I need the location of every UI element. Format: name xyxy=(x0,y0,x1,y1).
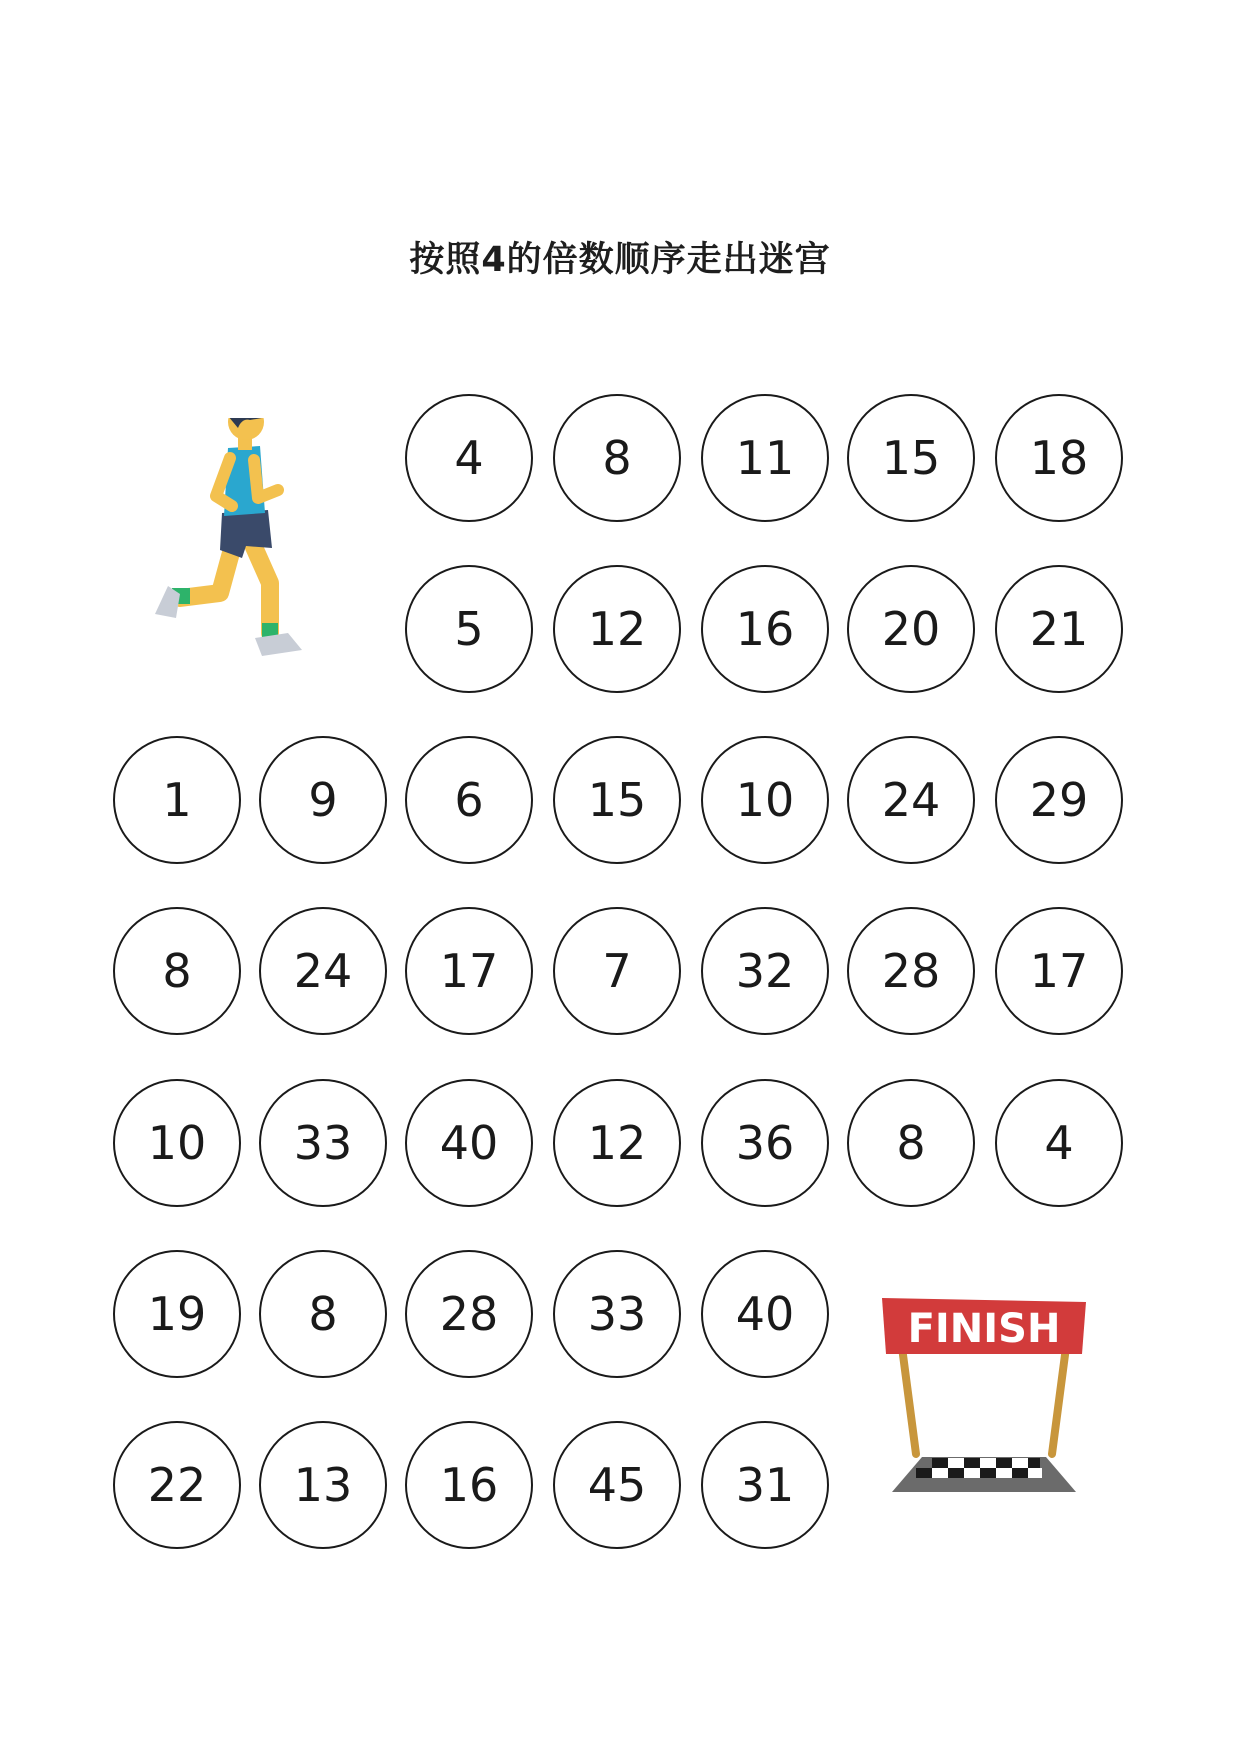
maze-cell[interactable]: 29 xyxy=(995,736,1123,864)
maze-cell[interactable]: 8 xyxy=(847,1079,975,1207)
maze-cell[interactable]: 10 xyxy=(701,736,829,864)
maze-cell[interactable]: 16 xyxy=(701,565,829,693)
maze-cell[interactable]: 15 xyxy=(847,394,975,522)
maze-cell[interactable]: 33 xyxy=(259,1079,387,1207)
maze-cell[interactable]: 22 xyxy=(113,1421,241,1549)
maze-cell[interactable]: 16 xyxy=(405,1421,533,1549)
maze-cell[interactable]: 36 xyxy=(701,1079,829,1207)
maze-cell[interactable]: 4 xyxy=(995,1079,1123,1207)
maze-cell[interactable]: 12 xyxy=(553,565,681,693)
finish-label: FINISH xyxy=(907,1306,1061,1352)
maze-cell[interactable]: 8 xyxy=(113,907,241,1035)
maze-cell[interactable]: 24 xyxy=(259,907,387,1035)
runner-icon xyxy=(150,418,350,683)
maze-cell[interactable]: 19 xyxy=(113,1250,241,1378)
maze-cell[interactable]: 4 xyxy=(405,394,533,522)
finish-line-icon xyxy=(882,1292,1086,1492)
maze-cell[interactable]: 13 xyxy=(259,1421,387,1549)
maze-cell[interactable]: 32 xyxy=(701,907,829,1035)
maze-cell[interactable]: 6 xyxy=(405,736,533,864)
maze-cell[interactable]: 45 xyxy=(553,1421,681,1549)
maze-cell[interactable]: 40 xyxy=(405,1079,533,1207)
maze-cell[interactable]: 33 xyxy=(553,1250,681,1378)
maze-cell[interactable]: 20 xyxy=(847,565,975,693)
maze-cell[interactable]: 5 xyxy=(405,565,533,693)
maze-cell[interactable]: 7 xyxy=(553,907,681,1035)
maze-cell[interactable]: 11 xyxy=(701,394,829,522)
maze-cell[interactable]: 15 xyxy=(553,736,681,864)
maze-cell[interactable]: 18 xyxy=(995,394,1123,522)
maze-cell[interactable]: 10 xyxy=(113,1079,241,1207)
maze-cell[interactable]: 40 xyxy=(701,1250,829,1378)
maze-cell[interactable]: 1 xyxy=(113,736,241,864)
maze-cell[interactable]: 12 xyxy=(553,1079,681,1207)
maze-cell[interactable]: 28 xyxy=(847,907,975,1035)
maze-cell[interactable]: 21 xyxy=(995,565,1123,693)
maze-cell[interactable]: 17 xyxy=(405,907,533,1035)
maze-cell[interactable]: 8 xyxy=(553,394,681,522)
maze-cell[interactable]: 9 xyxy=(259,736,387,864)
page-title: 按照4的倍数顺序走出迷宫 xyxy=(409,240,831,280)
maze-cell[interactable]: 8 xyxy=(259,1250,387,1378)
maze-cell[interactable]: 28 xyxy=(405,1250,533,1378)
maze-cell[interactable]: 31 xyxy=(701,1421,829,1549)
maze-cell[interactable]: 24 xyxy=(847,736,975,864)
maze-cell[interactable]: 17 xyxy=(995,907,1123,1035)
